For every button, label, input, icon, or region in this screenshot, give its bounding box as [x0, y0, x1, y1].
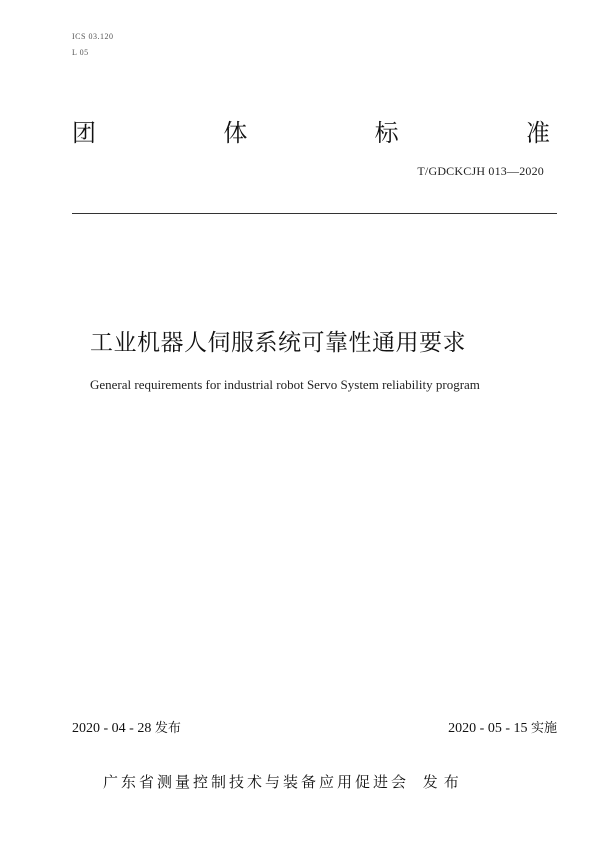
standard-type-char: 体: [223, 118, 248, 147]
standard-type-heading: [72, 113, 550, 147]
publisher-line: [103, 771, 465, 792]
standard-type-char: 团: [72, 118, 96, 147]
implement-date: 2020 - 05 - 15: [448, 721, 528, 736]
implement-date-line: [448, 717, 557, 737]
standard-code: T/GDCKCJH 013—2020: [417, 164, 544, 178]
implement-label: 实施: [530, 721, 557, 736]
publisher-name: 广东省测量控制技术与装备应用促进会: [103, 773, 410, 791]
title-english: General requirements for industrial robot Servo System reliability program: [90, 377, 480, 392]
publisher-action: 发布: [422, 773, 465, 791]
issue-date-line: [72, 717, 181, 737]
ccs-code: L 05: [72, 48, 89, 57]
standard-type-char: 标: [374, 118, 399, 147]
ics-code: ICS 03.120: [72, 32, 114, 41]
header-divider: [72, 213, 557, 214]
issue-label: 发布: [154, 721, 181, 736]
standard-type-char: 准: [525, 118, 550, 147]
issue-date: 2020 - 04 - 28: [72, 721, 152, 736]
title-chinese: 工业机器人伺服系统可靠性通用要求: [90, 330, 466, 356]
classification-codes: [72, 29, 113, 61]
